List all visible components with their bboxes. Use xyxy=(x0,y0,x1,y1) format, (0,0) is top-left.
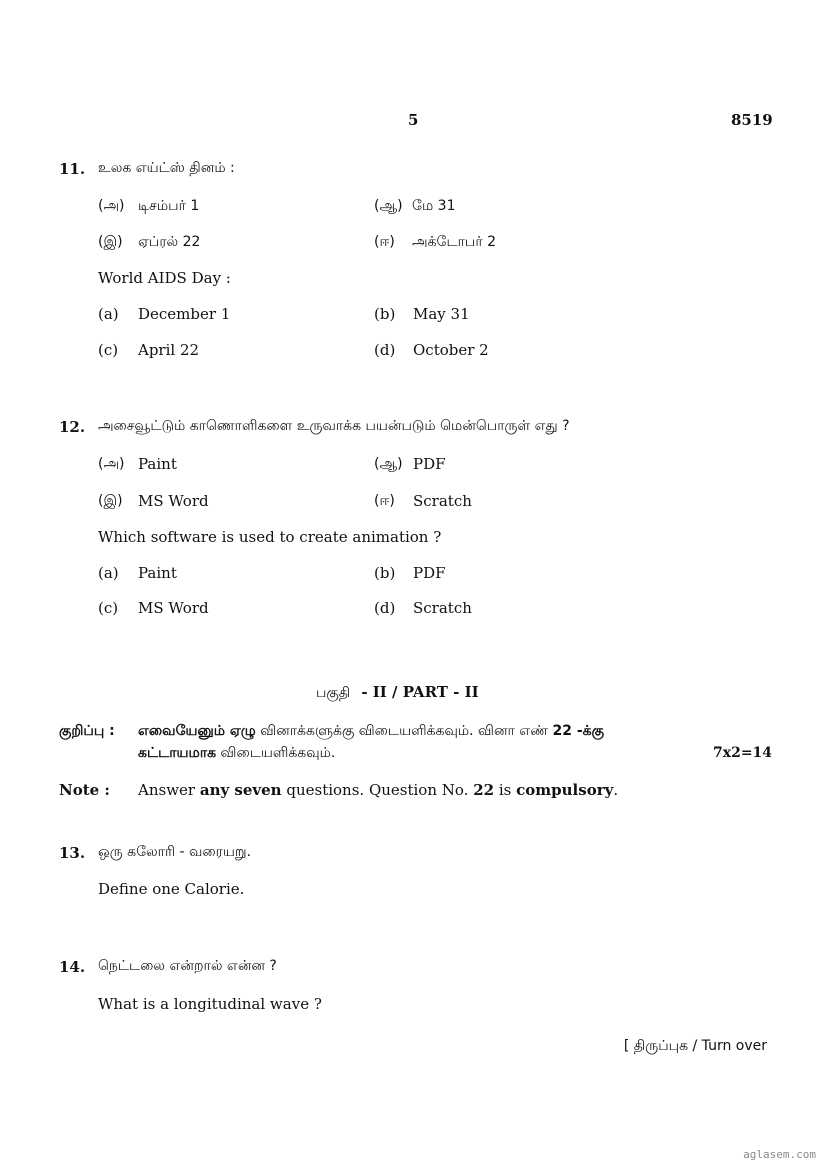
question-number-14: 14. xyxy=(59,958,86,976)
option-12-ta-2-mark: (ஆ) xyxy=(374,456,403,472)
option-11-ta-3-text: ஏப்ரல் 22 xyxy=(138,234,201,250)
option-11-ta-1-text: டிசம்பர் 1 xyxy=(138,198,200,214)
part-heading xyxy=(316,682,479,703)
question-11-tamil: உலக எய்ட்ஸ் தினம் : xyxy=(98,160,235,176)
turn-over xyxy=(624,1035,767,1056)
option-12-ta-1-text: Paint xyxy=(138,455,177,473)
option-11-en-a-mark: (a) xyxy=(98,305,119,323)
note-english-text-3: is xyxy=(498,781,512,799)
note-tamil-text-2: விடையளிக்கவும். xyxy=(220,745,336,761)
option-11-en-d-text: October 2 xyxy=(413,341,489,359)
option-12-en-a-mark: (a) xyxy=(98,564,119,582)
note-english-bold-compulsory: compulsory xyxy=(516,781,614,799)
question-14-tamil: நெட்டலை என்றால் என்ன ? xyxy=(98,958,277,974)
note-tamil-text-1: வினாக்களுக்கு விடையளிக்கவும். வினா எண் xyxy=(260,723,549,739)
turn-over-text: [ திருப்புக / Turn over xyxy=(623,1038,767,1054)
option-11-en-c-mark: (c) xyxy=(98,341,119,359)
option-11-ta-2-mark: (ஆ) xyxy=(374,198,403,214)
watermark: aglasem.com xyxy=(743,1148,816,1161)
option-12-ta-3-mark: (இ) xyxy=(98,493,123,509)
question-12-tamil: அசைவூட்டும் காணொளிகளை உருவாக்க பயன்படும் மென்பொருள் எது ? xyxy=(98,418,570,434)
note-english-bold-any-seven: any seven xyxy=(199,781,282,799)
question-11-english: World AIDS Day : xyxy=(98,269,231,287)
option-11-en-b-text: May 31 xyxy=(413,305,470,323)
option-12-en-d-text: Scratch xyxy=(413,599,472,617)
note-english-text-4: . xyxy=(613,781,619,799)
question-number-11: 11. xyxy=(59,160,86,178)
option-12-ta-2-text: PDF xyxy=(413,455,446,473)
option-12-ta-3-text: MS Word xyxy=(138,492,209,510)
question-13-tamil: ஒரு கலோரி - வரையறு. xyxy=(98,844,252,860)
option-11-en-c-text: April 22 xyxy=(138,341,200,359)
option-12-en-b-mark: (b) xyxy=(374,564,396,582)
marks-allocation: 7x2=14 xyxy=(713,745,773,761)
note-english-label: Note : xyxy=(59,781,110,799)
option-12-ta-1-mark: (அ) xyxy=(98,456,125,472)
option-11-ta-4-text: அக்டோபர் 2 xyxy=(412,234,496,250)
note-english-text xyxy=(138,781,618,799)
option-11-ta-4-mark: (ஈ) xyxy=(374,234,395,250)
note-tamil-label: குறிப்பு : xyxy=(59,723,115,739)
option-12-en-a-text: Paint xyxy=(138,564,177,582)
option-11-ta-1-mark: (அ) xyxy=(98,198,125,214)
question-number-12: 12. xyxy=(59,418,86,436)
note-tamil-bold-compulsory: கட்டாயமாக xyxy=(138,745,217,761)
option-11-ta-3-mark: (இ) xyxy=(98,234,123,250)
option-11-ta-2-text: மே 31 xyxy=(412,198,456,214)
part-heading-tamil: பகுதி xyxy=(316,685,351,701)
option-12-ta-4-mark: (ஈ) xyxy=(374,493,395,509)
question-13-english: Define one Calorie. xyxy=(98,880,245,898)
question-14-english: What is a longitudinal wave ? xyxy=(98,995,322,1013)
option-12-en-d-mark: (d) xyxy=(374,599,396,617)
option-12-en-c-mark: (c) xyxy=(98,599,119,617)
question-number-13: 13. xyxy=(59,844,86,862)
note-english-text-1: Answer xyxy=(138,781,196,799)
part-heading-english: - II / PART - II xyxy=(361,683,479,701)
option-12-ta-4-text: Scratch xyxy=(413,492,472,510)
option-12-en-b-text: PDF xyxy=(413,564,446,582)
note-english-bold-22: 22 xyxy=(473,781,495,799)
note-english-text-2: questions. Question No. xyxy=(286,781,469,799)
question-12-english: Which software is used to create animation ? xyxy=(98,528,442,546)
note-tamil-bold-any-seven: எவையேனும் ஏழு xyxy=(138,723,256,739)
option-11-en-d-mark: (d) xyxy=(374,341,396,359)
page-number: 5 xyxy=(408,111,419,129)
option-12-en-c-text: MS Word xyxy=(138,599,209,617)
option-11-en-a-text: December 1 xyxy=(138,305,231,323)
paper-code: 8519 xyxy=(731,111,773,129)
note-tamil-bold-22: 22 -க்கு xyxy=(552,723,604,739)
note-tamil-line-1 xyxy=(138,723,604,741)
option-11-en-b-mark: (b) xyxy=(374,305,396,323)
note-tamil-line-2 xyxy=(138,745,335,763)
